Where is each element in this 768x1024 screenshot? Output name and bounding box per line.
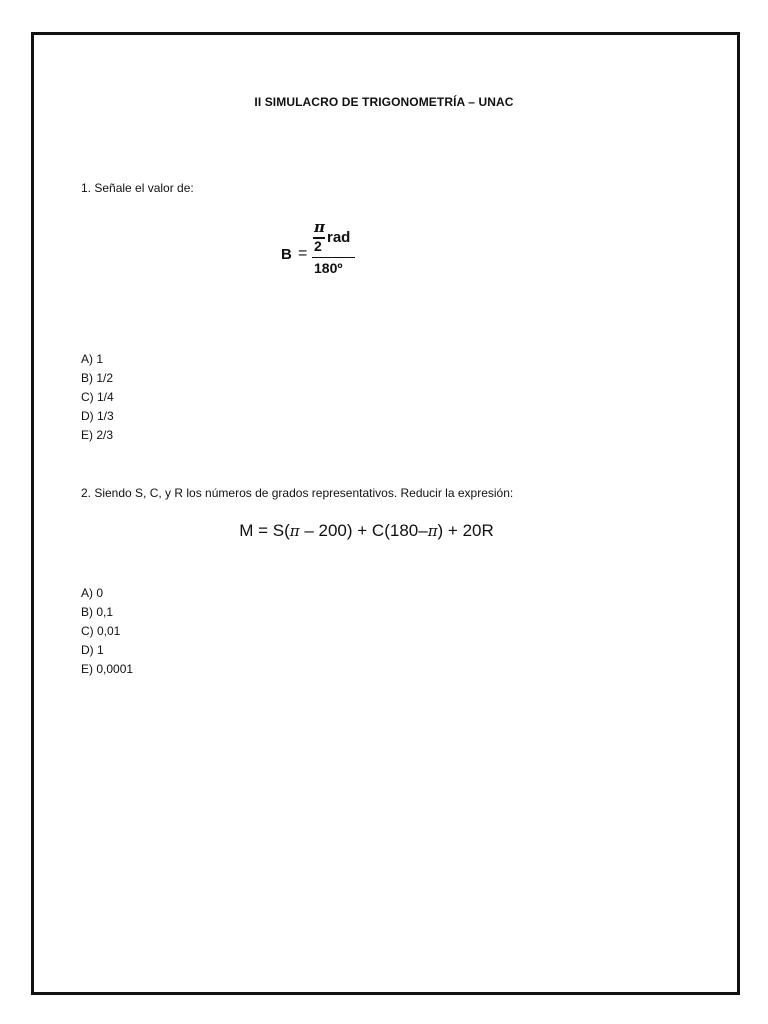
question-1-options bbox=[81, 350, 114, 445]
option-c: C) 1/4 bbox=[81, 390, 114, 404]
page-frame bbox=[31, 32, 740, 995]
option-d: D) 1 bbox=[81, 643, 104, 657]
formula-pi: π bbox=[314, 218, 325, 236]
option-c: C) 0,01 bbox=[81, 624, 121, 638]
formula-denominator: 180º bbox=[314, 260, 343, 276]
formula-pi-1: π bbox=[289, 522, 300, 540]
question-2-formula bbox=[0, 521, 733, 541]
option-b: B) 1/2 bbox=[81, 371, 114, 385]
formula-pi-2: π bbox=[427, 522, 438, 540]
option-a: A) 0 bbox=[81, 586, 104, 600]
question-1-stem: 1. Señale el valor de: bbox=[81, 181, 194, 195]
question-1-formula bbox=[272, 214, 360, 280]
formula-main-fraction-bar bbox=[312, 257, 355, 258]
formula-part-2: – 200) + C(180– bbox=[299, 521, 428, 540]
option-d: D) 1/3 bbox=[81, 409, 114, 423]
formula-lhs: B bbox=[281, 246, 292, 263]
option-e: E) 0,0001 bbox=[81, 662, 134, 676]
formula-part-1: M = S( bbox=[239, 521, 290, 540]
question-2-stem: 2. Siendo S, C, y R los números de grados representativos. Reducir la expresión: bbox=[81, 486, 514, 500]
formula-part-3: ) + 20R bbox=[437, 521, 494, 540]
option-e: E) 2/3 bbox=[81, 428, 114, 442]
question-2-options bbox=[81, 584, 133, 679]
formula-two: 2 bbox=[314, 238, 322, 254]
document-title: II SIMULACRO DE TRIGONOMETRÍA – UNAC bbox=[254, 95, 514, 109]
formula-equals: = bbox=[298, 245, 308, 262]
option-b: B) 0,1 bbox=[81, 605, 114, 619]
option-a: A) 1 bbox=[81, 352, 104, 366]
formula-rad: rad bbox=[327, 229, 351, 246]
